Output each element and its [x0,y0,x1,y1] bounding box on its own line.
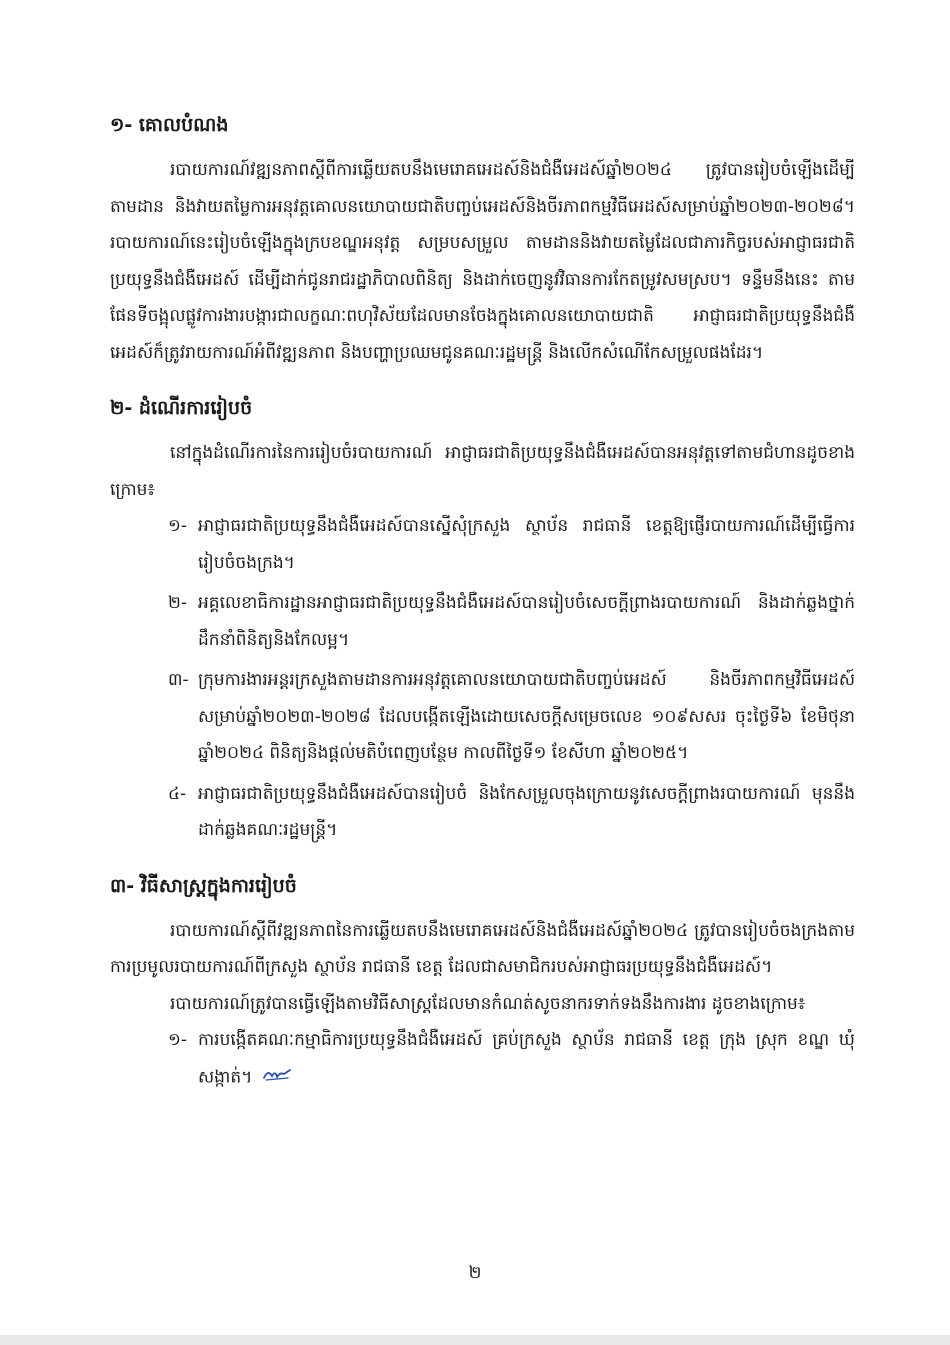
section-methodology [110,869,855,1096]
paragraph-text: របាយការណ៍វឌ្ឍនភាពស្តីពីការឆ្លើយតបនឹងមេរោគអេដស៍និងជំងឺអេដស៍ឆ្នាំ២០២៤ ត្រូវបានរៀបចំឡើងដើម្បីតាមដាន និងវាយតម្លៃការអនុវត្តគោលនយោបាយជាតិបញ្ចប់អេដស៍និងចីរភាពកម្មវិធីអេដស៍សម្រាប់ឆ្នាំ២០២៣-២០២៨។ របាយការណ៍នេះរៀបចំឡើងក្នុងក្របខណ្ឌអនុវត្ត សម្របសម្រួល តាមដាននិងវាយតម្លៃដែលជាភារកិច្ចរបស់អាជ្ញាធរជាតិប្រយុទ្ធនឹងជំងឺអេដស៍ ដើម្បីដាក់ជូនរាជរដ្ឋាភិបាលពិនិត្យ និងដាក់ចេញនូវវិធានការកែតម្រូវសមស្រប។ ទន្ទឹមនឹងនេះ តាមផែនទីចង្អុលផ្លូវការងារបង្ការជាលក្ខណៈពហុវិស័យដែលមានចែងក្នុងគោលនយោបាយជាតិ អាជ្ញាធរជាតិប្រយុទ្ធនឹងជំងឺអេដស៍ក៏ត្រូវរាយការណ៍អំពីវឌ្ឍនភាព និងបញ្ហាប្រឈមជូនគណៈរដ្ឋមន្ត្រី និងលើកសំណើកែសម្រួលផងដែរ។ [110,160,855,363]
list-text: អាជ្ញាធរជាតិប្រយុទ្ធនឹងជំងឺអេដស៍បានរៀបចំ និងកែសម្រួលចុងក្រោយនូវសេចក្តីព្រាងរបាយការណ៍ មុននឹងដាក់ឆ្លងគណៈរដ្ឋមន្ត្រី។ [198,783,855,840]
paragraph-text: នៅក្នុងដំណើរការនៃការរៀបចំរបាយការណ៍ អាជ្ញាធរជាតិប្រយុទ្ធនឹងជំងឺអេដស៍បានអនុវត្តទៅតាមជំហានដូចខាងក្រោម៖ [110,443,855,500]
list-text-wrapper [198,1022,855,1095]
paragraph [110,435,855,508]
section-heading: ១- គោលបំណង [110,114,229,136]
document-body [110,108,855,1115]
list-item [110,1022,855,1095]
list-text: អាជ្ញាធរជាតិប្រយុទ្ធនឹងជំងឺអេដស៍បានស្នើសុំក្រសួង ស្ថាប័ន រាជធានី ខេត្តឱ្យផ្ញើរបាយការណ៍ដើម្បីធ្វើការរៀបចំចងក្រង។ [198,516,855,573]
list-text: ការបង្កើតគណៈកម្មាធិការប្រយុទ្ធនឹងជំងឺអេដស៍ គ្រប់ក្រសួង ស្ថាប័ន រាជធានី ខេត្ត ក្រុង ស្រុក ខណ្ឌ ឃុំ សង្កាត់។ [198,1030,855,1087]
section-process [110,391,855,849]
paragraph [110,152,855,371]
section-purpose [110,108,855,371]
section-heading: ២- ដំណើរការរៀបចំ [110,397,253,419]
paragraph-text: របាយការណ៍ស្តីពីវឌ្ឍនភាពនៃការឆ្លើយតបនឹងមេរោគអេដស៍និងជំងឺអេដស៍ឆ្នាំ២០២៤ ត្រូវបានរៀបចំចងក្រងតាមការប្រមូលរបាយការណ៍ពីក្រសួង ស្ថាប័ន រាជធានី ខេត្ត ដែលជាសមាជិករបស់អាជ្ញាធរប្រយុទ្ធនឹងជំងឺអេដស៍។ [110,920,855,977]
method-list [110,1022,855,1095]
page-number: ២ [468,1263,482,1283]
list-number: ៣- [168,670,189,690]
list-item [110,508,855,581]
page-bottom-strip [0,1335,950,1345]
list-number: ៤- [168,783,187,804]
initial-signature [262,1059,292,1096]
list-number: ១- [168,516,188,536]
paragraph-text: របាយការណ៍ត្រូវបានធ្វើឡើងតាមវិធីសាស្ត្រដែលមានកំណត់សូចនាករទាក់ទងនឹងការងារ ដូចខាងក្រោម៖ [170,993,806,1014]
list-item [110,662,855,772]
list-number: ២- [168,593,188,613]
section-heading: ៣- វិធីសាស្ត្រក្នុងការរៀបចំ [110,874,297,897]
paragraph [110,986,855,1023]
list-item [110,776,855,849]
paragraph [110,913,855,986]
list-number: ១- [168,1030,188,1050]
list-text: អគ្គលេខាធិការដ្ឋានអាជ្ញាធរជាតិប្រយុទ្ធនឹងជំងឺអេដស៍បានរៀបចំសេចក្តីព្រាងរបាយការណ៍ និងដាក់ឆ្លងថ្នាក់ដឹកនាំពិនិត្យនិងកែលម្អ។ [198,593,855,650]
list-item [110,585,855,658]
list-text: ក្រុមការងារអន្តរក្រសួងតាមដានការអនុវត្តគោលនយោបាយជាតិបញ្ចប់អេដស៍ និងចីរភាពកម្មវិធីអេដស៍សម្រាប់ឆ្នាំ២០២៣-២០២៨ ដែលបង្កើតឡើងដោយសេចក្តីសម្រេចលេខ ១០៩សសរ ចុះថ្ងៃទី៦ ខែមិថុនា ឆ្នាំ២០២៤ ពិនិត្យនិងផ្តល់មតិបំពេញបន្ថែម កាលពីថ្ងៃទី១ ខែសីហា ឆ្នាំ២០២៥។ [198,670,855,763]
step-list [110,508,855,849]
